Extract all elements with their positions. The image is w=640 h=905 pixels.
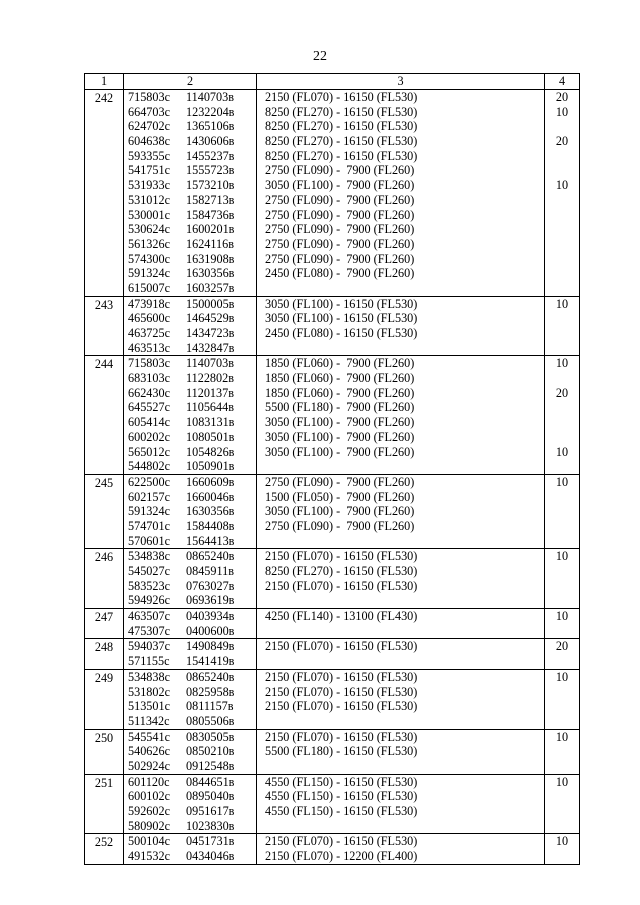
longitude: 1630356в [186,504,235,519]
value [545,371,579,386]
coordinates-cell [124,296,257,356]
altitude-range: 1850 (FL060) - 7900 (FL260) [265,356,415,371]
table-row [85,609,580,639]
latitude: 530624с [128,222,170,237]
table-row [85,669,580,729]
coordinates-cell [124,774,257,834]
longitude: 1434723в [186,326,235,340]
altitude-range: 3050 (FL100) - 16150 (FL530) [265,296,418,311]
value [545,430,579,445]
longitude: 1541419в [186,654,235,669]
altitude-range: 2150 (FL070) - 16150 (FL530) [265,669,418,684]
latitude: 591324с [128,266,170,281]
column-header-3: 3 [257,74,545,90]
coordinate-pair [124,654,256,669]
row-number: 247 [85,609,124,639]
value-cell [545,729,580,774]
altitude-cell [257,639,545,669]
longitude: 1083131в [186,415,235,430]
altitude-range: 2750 (FL090) - 7900 (FL260) [265,222,415,237]
value: 10 [555,549,569,564]
longitude: 1564413в [186,533,235,548]
longitude: 1080501в [186,429,235,444]
altitude-cell [257,774,545,834]
altitude-range: 4550 (FL150) - 16150 (FL530) [265,804,418,818]
longitude: 1624116в [186,236,234,251]
longitude: 0865240в [186,669,235,684]
coordinate-pair [124,624,256,639]
latitude: 602157с [128,489,170,504]
longitude: 0895040в [186,789,235,804]
latitude: 531802с [128,684,170,699]
longitude: 1490849в [186,639,235,654]
coordinate-pair [124,90,256,105]
longitude: 1105644в [186,400,234,415]
latitude: 624702с [128,119,170,134]
value: 20 [555,134,569,149]
coordinate-pair [124,237,256,252]
longitude: 1054826в [186,444,235,459]
longitude: 1582713в [186,192,235,207]
altitude-range: 2750 (FL090) - 7900 (FL260) [265,192,415,207]
latitude: 502924с [128,758,170,773]
altitude-range: 2750 (FL090) - 7900 (FL260) [265,207,415,222]
latitude: 574300с [128,251,170,266]
coordinate-pair [124,819,256,834]
longitude: 1631908в [186,251,235,266]
altitude-range: 2150 (FL070) - 16150 (FL530) [265,834,418,849]
coordinate-pair [124,699,256,714]
value [545,149,579,164]
longitude: 0844651в [186,774,235,789]
coordinates-cell [124,669,257,729]
latitude: 600102с [128,789,170,804]
altitude-cell [257,729,545,774]
altitude-cell [257,549,545,609]
coordinate-pair [124,459,256,474]
altitude-range: 8250 (FL270) - 16150 (FL530) [265,119,418,134]
coordinates-cell [124,90,257,297]
latitude: 531012с [128,192,170,207]
latitude: 545541с [128,729,170,744]
coordinate-pair [124,519,256,534]
coordinate-pair [124,430,256,445]
altitude-range: 3050 (FL100) - 16150 (FL530) [265,311,418,326]
value-cell [545,90,580,297]
value-cell [545,296,580,356]
altitude-cell [257,474,545,548]
longitude: 0850210в [186,744,235,759]
longitude: 1232204в [186,104,235,119]
coordinate-pair [124,415,256,430]
latitude: 583523с [128,578,170,593]
value: 10 [555,774,569,789]
latitude: 475307с [128,623,170,638]
value: 10 [555,729,569,744]
coordinate-pair [124,386,256,401]
latitude: 491532с [128,849,170,864]
latitude: 645527с [128,400,170,415]
coordinate-pair [124,834,256,849]
longitude: 0451731в [186,834,235,849]
coordinates-cell [124,474,257,548]
altitude-range: 1850 (FL060) - 7900 (FL260) [265,385,415,400]
longitude: 1584408в [186,518,235,533]
value: 10 [555,609,569,624]
longitude: 1660609в [186,474,235,489]
value: 20 [555,90,569,104]
longitude: 1660046в [186,489,235,504]
coordinate-pair [124,400,256,415]
altitude-range: 2750 (FL090) - 7900 (FL260) [265,251,415,266]
longitude: 1140703в [186,90,234,104]
altitude-cell [257,834,545,864]
altitude-range: 2750 (FL090) - 7900 (FL260) [265,518,415,533]
latitude: 561326с [128,236,170,251]
longitude: 0693619в [186,593,235,608]
altitude-range: 2150 (FL070) - 16150 (FL530) [265,639,418,654]
table-row [85,729,580,774]
coordinate-pair [124,609,256,624]
longitude: 1464529в [186,311,235,326]
altitude-range: 2150 (FL070) - 16150 (FL530) [265,699,418,714]
altitude-range: 3050 (FL100) - 7900 (FL260) [265,178,415,193]
longitude: 1573210в [186,178,235,193]
latitude: 622500с [128,474,170,489]
altitude-range: 5500 (FL180) - 16150 (FL530) [265,744,418,759]
row-number: 243 [85,296,124,356]
latitude: 571155с [128,654,170,669]
longitude: 0865240в [186,549,235,564]
latitude: 594037с [128,639,170,654]
value-cell [545,774,580,834]
altitude-range: 2750 (FL090) - 7900 (FL260) [265,474,415,489]
coordinate-pair [124,178,256,193]
coordinate-pair [124,714,256,729]
coordinate-pair [124,849,256,864]
data-table [84,73,580,865]
row-number: 245 [85,474,124,548]
coordinate-pair [124,564,256,579]
latitude: 594926с [128,593,170,608]
longitude: 1023830в [186,818,235,833]
value: 10 [555,104,569,119]
coordinate-pair [124,266,256,281]
latitude: 715803с [128,356,170,371]
value: 20 [555,385,569,400]
altitude-range: 2750 (FL090) - 7900 (FL260) [265,236,415,251]
altitude-range: 3050 (FL100) - 7900 (FL260) [265,504,415,519]
coordinate-pair [124,149,256,164]
latitude: 473918с [128,296,170,311]
coordinate-pair [124,326,256,341]
altitude-cell [257,669,545,729]
table-row [85,639,580,669]
latitude: 601120с [128,774,170,789]
altitude-range: 8250 (FL270) - 16150 (FL530) [265,564,418,578]
value: 10 [555,356,569,371]
column-header-2: 2 [124,74,257,90]
latitude: 605414с [128,415,170,430]
longitude: 1365106в [186,119,235,134]
latitude: 534838с [128,549,170,564]
coordinate-pair [124,670,256,685]
altitude-range: 2150 (FL070) - 16150 (FL530) [265,729,418,744]
coordinate-pair [124,685,256,700]
value [545,163,579,178]
longitude: 0811157в [186,699,234,714]
value [545,119,579,134]
longitude: 0951617в [186,804,235,818]
latitude: 565012с [128,444,170,459]
longitude: 0763027в [186,578,235,593]
latitude: 463507с [128,609,170,624]
table-row [85,834,580,864]
coordinate-pair [124,134,256,149]
coordinate-pair [124,490,256,505]
latitude: 662430с [128,385,170,400]
longitude: 1432847в [186,340,235,355]
latitude: 544802с [128,459,170,474]
coordinate-pair [124,775,256,790]
row-number: 244 [85,356,124,475]
altitude-range: 1500 (FL050) - 7900 (FL260) [265,489,415,504]
altitude-range: 2150 (FL070) - 16150 (FL530) [265,549,418,564]
table-row [85,549,580,609]
coordinate-pair [124,549,256,564]
value: 10 [555,444,569,459]
latitude: 463725с [128,326,170,340]
latitude: 615007с [128,280,170,295]
latitude: 715803с [128,90,170,104]
row-number: 251 [85,774,124,834]
coordinate-pair [124,730,256,745]
coordinate-pair [124,579,256,594]
coordinate-pair [124,311,256,326]
column-header-1: 1 [85,74,124,90]
value-cell [545,669,580,729]
altitude-range: 2450 (FL080) - 16150 (FL530) [265,326,418,340]
coordinate-pair [124,356,256,371]
table-row [85,356,580,475]
coordinate-pair [124,252,256,267]
latitude: 541751с [128,163,170,178]
latitude: 540626с [128,744,170,759]
coordinate-pair [124,593,256,608]
table-row [85,474,580,548]
coordinates-cell [124,549,257,609]
latitude: 463513с [128,340,170,355]
longitude: 1500005в [186,296,235,311]
coordinate-pair [124,475,256,490]
value-cell [545,834,580,864]
altitude-cell [257,609,545,639]
altitude-range: 3050 (FL100) - 7900 (FL260) [265,415,415,430]
value-cell [545,639,580,669]
page-number: 22 [313,49,327,64]
coordinate-pair [124,222,256,237]
longitude: 1140703в [186,356,234,371]
value: 10 [555,178,569,193]
longitude: 1555723в [186,163,235,178]
latitude: 592602с [128,804,170,818]
value [545,400,579,415]
value-cell [545,609,580,639]
value: 10 [555,474,569,489]
altitude-range: 3050 (FL100) - 7900 (FL260) [265,444,415,459]
altitude-range: 2450 (FL080) - 7900 (FL260) [265,266,415,281]
latitude: 530001с [128,207,170,222]
latitude: 500104с [128,834,170,849]
longitude: 1584736в [186,207,235,222]
coordinate-pair [124,208,256,223]
latitude: 591324с [128,504,170,519]
altitude-cell [257,356,545,475]
longitude: 0805506в [186,713,235,728]
row-number: 250 [85,729,124,774]
coordinate-pair [124,193,256,208]
longitude: 1600201в [186,222,235,237]
longitude: 1120137в [186,385,234,400]
altitude-range: 4250 (FL140) - 13100 (FL430) [265,609,418,624]
value [545,415,579,430]
altitude-range: 3050 (FL100) - 7900 (FL260) [265,429,415,444]
longitude: 1630356в [186,266,235,281]
latitude: 570601с [128,533,170,548]
table-row [85,774,580,834]
latitude: 574701с [128,518,170,533]
altitude-range: 4550 (FL150) - 16150 (FL530) [265,789,418,804]
value-cell [545,474,580,548]
altitude-range: 2150 (FL070) - 16150 (FL530) [265,90,418,104]
longitude: 0434046в [186,849,235,864]
latitude: 580902с [128,818,170,833]
altitude-range: 8250 (FL270) - 16150 (FL530) [265,148,418,163]
latitude: 545027с [128,564,170,578]
row-number: 249 [85,669,124,729]
longitude: 1050901в [186,459,235,474]
column-header-4: 4 [545,74,580,90]
coordinates-cell [124,356,257,475]
row-number: 242 [85,90,124,297]
latitude: 511342с [128,713,170,728]
altitude-cell [257,90,545,297]
coordinate-pair [124,744,256,759]
longitude: 1455237в [186,148,235,163]
value: 10 [555,296,569,311]
longitude: 0403934в [186,609,235,624]
latitude: 600202с [128,429,170,444]
coordinate-pair [124,534,256,549]
value: 10 [555,834,569,849]
value-cell [545,356,580,475]
row-number: 252 [85,834,124,864]
longitude: 0825958в [186,684,235,699]
coordinate-pair [124,341,256,356]
coordinates-cell [124,639,257,669]
altitude-range: 4550 (FL150) - 16150 (FL530) [265,774,418,789]
latitude: 683103с [128,371,170,386]
header-row [85,74,580,90]
table-body [85,90,580,865]
table-row [85,296,580,356]
coordinate-pair [124,445,256,460]
latitude: 593355с [128,148,170,163]
latitude: 664703с [128,104,170,119]
value: 10 [555,669,569,684]
altitude-range: 2150 (FL070) - 16150 (FL530) [265,684,418,699]
altitude-range: 5500 (FL180) - 7900 (FL260) [265,400,415,415]
coordinates-cell [124,609,257,639]
latitude: 513501с [128,699,170,714]
coordinates-cell [124,729,257,774]
value-cell [545,549,580,609]
altitude-range: 1850 (FL060) - 7900 (FL260) [265,371,415,386]
coordinate-pair [124,759,256,774]
coordinate-pair [124,639,256,654]
longitude: 1430606в [186,134,235,149]
altitude-range: 2750 (FL090) - 7900 (FL260) [265,163,415,178]
row-number: 248 [85,639,124,669]
coordinate-pair [124,119,256,134]
altitude-range: 8250 (FL270) - 16150 (FL530) [265,104,418,119]
coordinates-cell [124,834,257,864]
altitude-range: 8250 (FL270) - 16150 (FL530) [265,134,418,149]
latitude: 604638с [128,134,170,149]
longitude: 0400600в [186,623,235,638]
row-number: 246 [85,549,124,609]
coordinate-pair [124,789,256,804]
latitude: 531933с [128,178,170,193]
coordinate-pair [124,105,256,120]
coordinate-pair [124,297,256,312]
table-row [85,90,580,297]
coordinate-pair [124,163,256,178]
latitude: 465600с [128,311,170,326]
longitude: 0845911в [186,564,234,578]
altitude-range: 2150 (FL070) - 16150 (FL530) [265,578,418,593]
altitude-range: 2150 (FL070) - 12200 (FL400) [265,849,418,864]
longitude: 0912548в [186,758,235,773]
coordinate-pair [124,281,256,296]
coordinate-pair [124,504,256,519]
coordinate-pair [124,371,256,386]
value: 20 [555,639,569,654]
latitude: 534838с [128,669,170,684]
longitude: 1122802в [186,371,234,386]
longitude: 0830505в [186,729,235,744]
coordinate-pair [124,804,256,819]
longitude: 1603257в [186,280,235,295]
altitude-cell [257,296,545,356]
